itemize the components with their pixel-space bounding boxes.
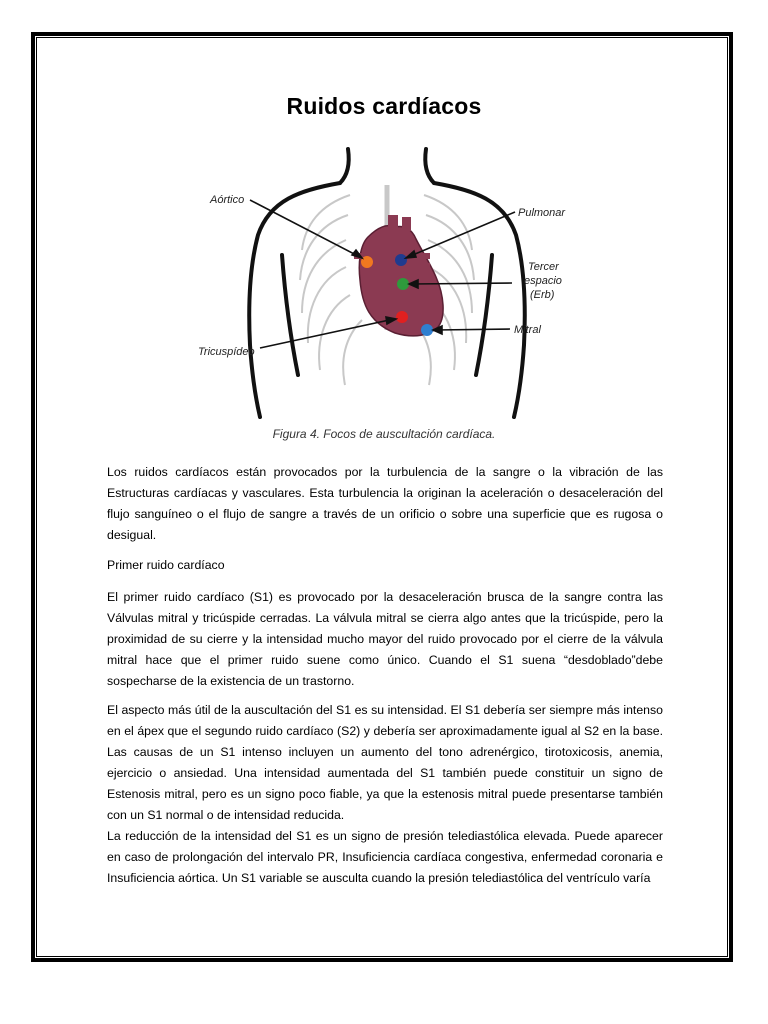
label-pulmonar: Pulmonar [518, 207, 566, 219]
figure-caption: Figura 4. Focos de auscultación cardíaca. [272, 427, 496, 441]
label-tercer: Tercer [528, 261, 559, 273]
paragraph-s1-intensity: El aspecto más útil de la auscultación del S1 es su intensidad. El S1 debería ser siempre más intenso en el ápex que el segundo ruido cardíaco (S2) y debería ser aproximadamente igual al S2 en la base. Las causas de un S1 intenso incluyen un aumento del tono adrenérgico, tirotoxicosis, anemia, ejercicio o ansiedad. Una intensidad aumentada del S1 también puede constituir un signo de Estenosis mitral, pero es un signo poco fiable, ya que la estenosis mitral puede presentarse también con un S1 normal o de intensidad reducida. [107, 703, 663, 822]
section-heading: Primer ruido cardíaco [107, 558, 225, 572]
label-espacio: espacio [524, 275, 562, 287]
paragraph-s1-reduction: La reducción de la intensidad del S1 es un signo de presión telediastólica elevada. Puede aparecer en caso de prolongación del intervalo PR, Insuficiencia cardíaca congestiva, enfermedad coronaria e Insuficiencia aórtica. Un S1 variable se ausculta cuando la presión telediastólica del ventrículo varía [107, 829, 663, 885]
label-erb: (Erb) [530, 289, 555, 301]
label-tricuspideo: Tricuspídeo [198, 346, 255, 358]
heart-auscultation-figure [190, 145, 590, 420]
label-aortico: Aórtico [210, 194, 245, 206]
tricuspid-focus [396, 311, 408, 323]
label-mitral: Mitral [514, 324, 541, 336]
pulmonary-focus [395, 254, 407, 266]
paragraph-s1-description: El primer ruido cardíaco (S1) es provocado por la desaceleración brusca de la sangre contra las Válvulas mitral y tricúspide cerradas. La válvula mitral se cierra algo antes que la tricúspide, pero la proximidad de su cierre y la intensidad mucho mayor del ruido provocado por el cierre de la válvula mitral hace que el primer ruido suene como único. Cuando el S1 suena “desdoblado”debe sospecharse de la existencia de un trastorno. [107, 590, 663, 688]
page-title: Ruidos cardíacos [286, 93, 482, 119]
paragraph-intro: Los ruidos cardíacos están provocados por la turbulencia de la sangre o la vibración de las Estructuras cardíacas y vasculares. Esta turbulencia la originan la aceleración o desaceleración del flujo sanguíneo o el flujo de sangre a través de un orificio o sobre una superficie que es rugosa o desigual. [107, 465, 663, 542]
